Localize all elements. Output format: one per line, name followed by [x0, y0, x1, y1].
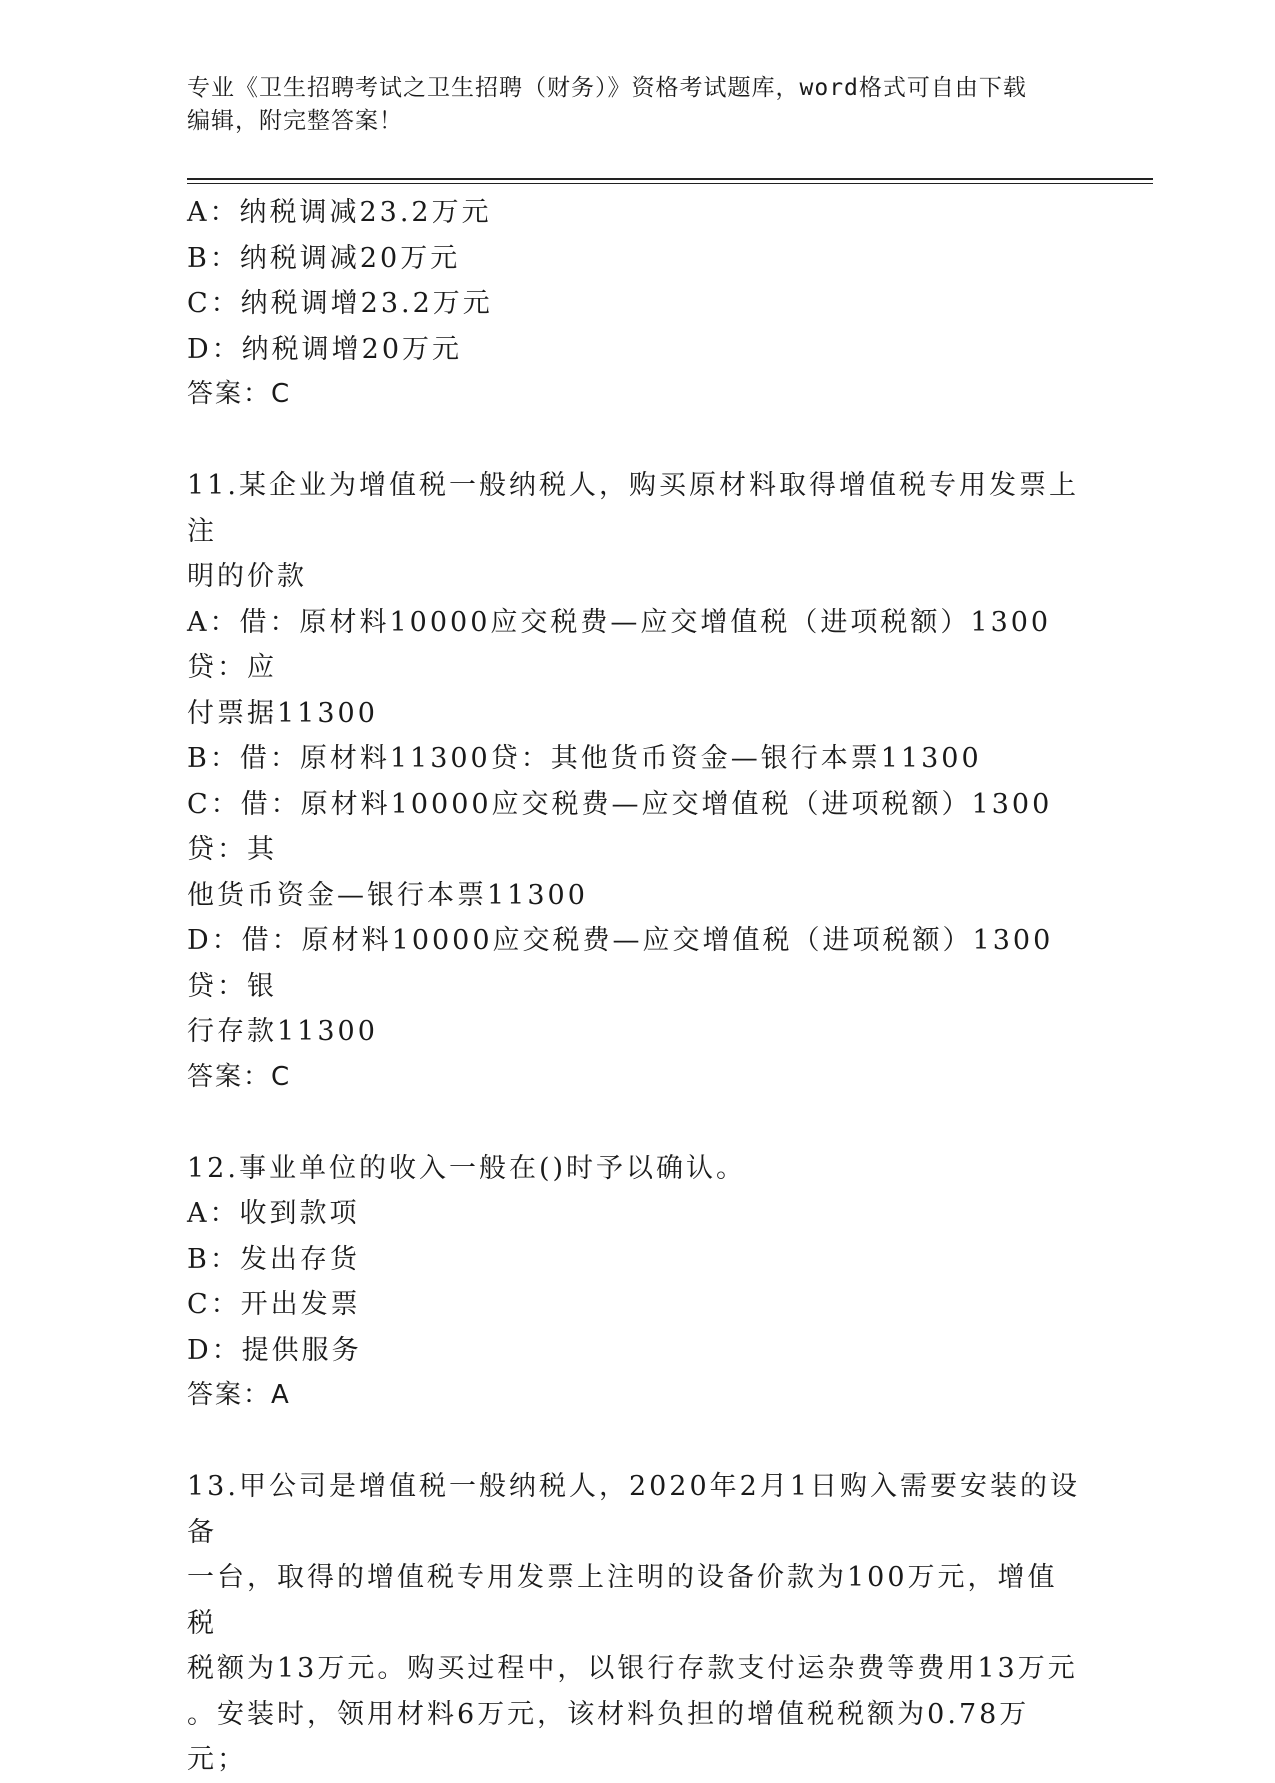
- question-13-stem-line-4: 。安装时，领用材料6万元，该材料负担的增值税税额为0.78万元；: [187, 1698, 1030, 1775]
- header-line-2: 编辑，附完整答案！: [187, 108, 403, 134]
- question-12-option-d: D：提供服务: [187, 1334, 362, 1366]
- question-11-option-c-line-2: 他货币资金—银行本票11300: [187, 879, 588, 911]
- question-11-stem-line-2: 明的价款: [187, 561, 307, 592]
- question-13-stem-line-3: 税额为13万元。购买过程中，以银行存款支付运杂费等费用13万元: [187, 1653, 1078, 1684]
- document-header: [187, 72, 1067, 138]
- question-12: [187, 1146, 1087, 1419]
- header-divider-thick: [187, 178, 1153, 180]
- question-11-stem-line-1: 11.某企业为增值税一般纳税人，购买原材料取得增值税专用发票上注: [187, 470, 1079, 547]
- question-11-answer: 答案：C: [187, 1061, 292, 1092]
- question-11-option-b: B：借：原材料11300贷：其他货币资金—银行本票11300: [187, 743, 982, 774]
- question-11-option-c-line-1: C：借：原材料10000应交税费—应交增值税（进项税额）1300贷：其: [187, 788, 1053, 865]
- question-11-option-a-line-1: A：借：原材料10000应交税费—应交增值税（进项税额）1300贷：应: [187, 606, 1052, 683]
- question-10-option-c: C：纳税调增23.2万元: [187, 288, 493, 319]
- header-divider-thin: [187, 183, 1153, 184]
- header-line-1: 专业《卫生招聘考试之卫生招聘（财务）》资格考试题库，word格式可自由下载: [187, 75, 1027, 101]
- question-10: [187, 190, 1087, 418]
- question-13-stem-line-2: 一台，取得的增值税专用发票上注明的设备价款为100万元，增值税: [187, 1562, 1058, 1639]
- question-12-answer: 答案：A: [187, 1380, 291, 1410]
- question-10-option-a: A：纳税调减23.2万元: [187, 197, 492, 228]
- question-11-option-a-line-2: 付票据11300: [187, 697, 378, 729]
- question-12-option-a: A：收到款项: [187, 1198, 360, 1229]
- question-11-option-d-line-1: D：借：原材料10000应交税费—应交增值税（进项税额）1300贷：银: [187, 925, 1054, 1002]
- question-10-answer: 答案：C: [187, 379, 292, 409]
- question-11: [187, 463, 1087, 1100]
- question-13: [187, 1464, 1087, 1783]
- question-12-option-c: C：开出发票: [187, 1289, 361, 1320]
- document-body: [187, 190, 1087, 1783]
- question-10-option-b: B：纳税调减20万元: [187, 242, 461, 274]
- question-13-stem-line-1: 13.甲公司是增值税一般纳税人，2020年2月1日购入需要安装的设备: [187, 1471, 1081, 1548]
- question-11-option-d-line-2: 行存款11300: [187, 1016, 378, 1047]
- question-12-option-b: B：发出存货: [187, 1243, 360, 1275]
- question-10-option-d: D：纳税调增20万元: [187, 333, 463, 365]
- question-12-stem: 12.事业单位的收入一般在()时予以确认。: [187, 1152, 747, 1184]
